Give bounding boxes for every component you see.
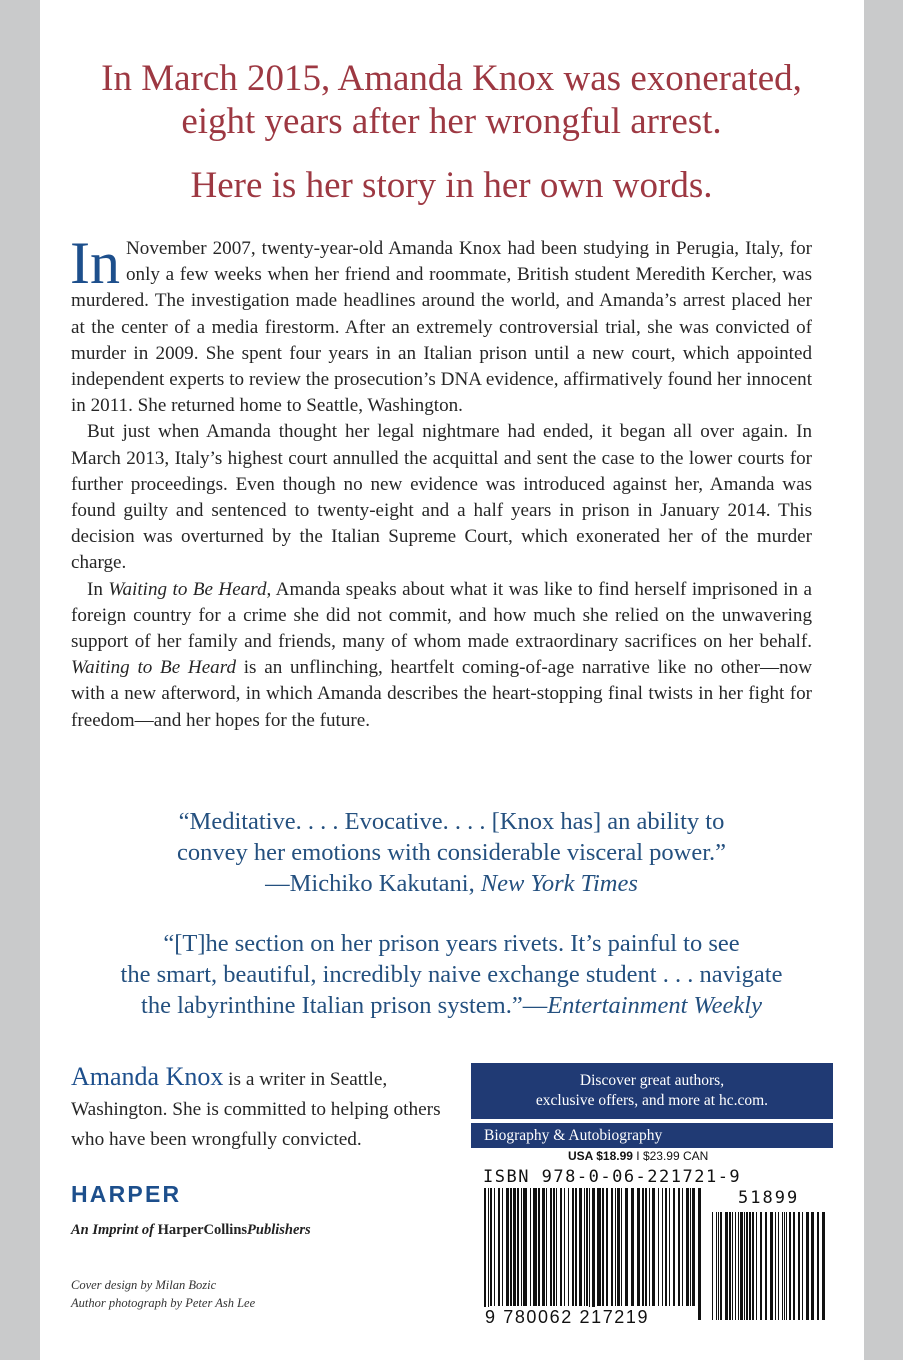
barcode-digits: 9 780062 217219 [485, 1307, 650, 1327]
barcode-bar [784, 1212, 785, 1320]
barcode-bar [538, 1188, 540, 1306]
barcode-bar [533, 1188, 537, 1306]
author-bio-text: is a writer in Seattle, Washington. She is committed to helping others who have been wrongfully convicted. [71, 1069, 441, 1150]
book-title-italic: Waiting to Be Heard [71, 657, 236, 679]
imprint-prefix: An Imprint of [71, 1222, 158, 1238]
barcode-bar [498, 1188, 500, 1306]
harper-logo: HARPER [71, 1181, 182, 1207]
paragraph-3-end: is an unflinching, heartfelt coming-of-age narrative like no other—now with a new afterword, in which Amanda describes the heart-stopping final twists in her fight for freedom—and her hopes for the future. [71, 657, 812, 731]
barcode-bar [637, 1188, 640, 1306]
barcode-bar [817, 1212, 819, 1320]
book-title-italic: Waiting to Be Heard [108, 578, 267, 600]
quote-line: the smart, beautiful, incredibly naive exchange student . . . navigate [120, 961, 783, 988]
barcode-bar [686, 1188, 689, 1306]
headline-line-1: In March 2015, Amanda Knox was exonerated, [101, 58, 802, 99]
barcode-bar [798, 1212, 800, 1320]
barcode-bar [752, 1212, 754, 1320]
author-bio [71, 1062, 461, 1155]
barcode-bar [560, 1188, 562, 1306]
barcode-bar [572, 1188, 574, 1306]
barcode-bar [584, 1188, 585, 1306]
barcode-bar [564, 1188, 565, 1306]
quote-line: convey her emotions with considerable visceral power.” [176, 839, 727, 866]
barcode-bar [806, 1212, 809, 1320]
review-quote-ew [0, 928, 903, 1021]
imprint-publisher: HarperCollins [157, 1222, 248, 1238]
quote-line: “Meditative. . . . Evocative. . . . [Knox has] an ability to [178, 808, 725, 835]
barcode-bar [490, 1188, 492, 1306]
promo-line-1: Discover great authors, [579, 1072, 725, 1089]
price-label [568, 1148, 708, 1164]
barcode-bar [770, 1212, 773, 1320]
paragraph-3-mid: , Amanda speaks about what it was like to find herself imprisoned in a foreign country for a crime she did not commit, and how much she relied on the unwavering support of her family and friends, many of whom made extraordinary sacrifices on her behalf. [71, 578, 812, 653]
barcode-bar [586, 1188, 588, 1306]
barcode-bar [589, 1188, 590, 1320]
barcode-bar [793, 1212, 795, 1320]
barcode-bar [510, 1188, 512, 1306]
barcode-bar [802, 1212, 803, 1320]
barcode-bar [553, 1188, 555, 1306]
headline-tagline: Here is her story in her own words. [190, 165, 713, 206]
attribution-name: —Michiko Kakutani, [265, 870, 481, 897]
barcode-bar [746, 1212, 748, 1320]
barcode-bar [760, 1212, 762, 1320]
barcode-bar [673, 1188, 675, 1306]
barcode-bar [662, 1188, 663, 1306]
promo-line-2: exclusive offers, and more at hc.com. [535, 1092, 769, 1109]
barcode-bar [718, 1212, 719, 1320]
imprint-line [71, 1222, 311, 1239]
barcode-bars [480, 1188, 832, 1324]
price-usa: USA $18.99 [568, 1149, 633, 1163]
price-can: I $23.99 CAN [632, 1149, 709, 1163]
barcode-bar [617, 1188, 620, 1306]
barcode-bar [732, 1212, 733, 1320]
attribution-source: New York Times [480, 870, 638, 897]
barcode-bar [494, 1188, 495, 1306]
barcode-bar [579, 1188, 582, 1306]
review-quote-nyt [0, 806, 903, 899]
drop-cap: In [70, 230, 120, 296]
barcode-bar [488, 1188, 489, 1320]
cover-credit: Cover design by Milan Bozic [71, 1278, 217, 1292]
barcode-bar [692, 1188, 695, 1306]
barcode-bar [625, 1188, 628, 1306]
paragraph-3-lead: In [87, 578, 109, 600]
barcode-bar [786, 1212, 787, 1320]
barcode-bar [811, 1212, 814, 1320]
barcode-bar [720, 1212, 722, 1320]
book-description [70, 230, 812, 734]
barcode-bar [517, 1188, 519, 1306]
barcode-bar [669, 1188, 670, 1306]
barcode-bar [542, 1188, 545, 1306]
barcode-bar [513, 1188, 516, 1306]
barcode-bar [615, 1188, 616, 1306]
barcode-addon-number: 51899 [738, 1188, 800, 1208]
barcode-bar [756, 1212, 757, 1320]
barcode-bar [556, 1188, 557, 1306]
barcode-bar [740, 1212, 743, 1320]
description-paragraph-2: But just when Amanda thought her legal nightmare had ended, it began all over again. In March 2013, Italy’s highest court annulled the acquittal and sent the case to the lower courts for further proceedings. Even though no new evidence was introduced against her, Amanda was found guilty and sentenced to twenty-eight and a half years in prison in January 2014. This decision was overturned by the Italian Supreme Court, which exonerated her of the murder charge. [71, 421, 812, 574]
barcode-bar [778, 1212, 779, 1320]
barcode-bar [744, 1212, 745, 1320]
barcode-bar [678, 1188, 680, 1306]
barcode-bar [765, 1212, 767, 1320]
barcode-bar [546, 1188, 547, 1306]
barcode-bar [665, 1188, 667, 1306]
paragraph-1-text: November 2007, twenty-year-old Amanda Knox had been studying in Perugia, Italy, for only a few weeks when her friend and roommate, British student Meredith Kercher, was murdered. The investigation made headlines around the world, and Amanda’s arrest placed her at the center of a media firestorm. After an extremely controversial trial, she was convicted of murder in 2009. She spent four years in an Italian prison until a new court, which appointed independent experts to review the prosecution’s DNA evidence, affirmatively found her innocent in 2011. She returned home to Seattle, Washington. [71, 238, 812, 417]
category-banner: Biography & Autobiography [471, 1123, 833, 1148]
barcode-bar [682, 1188, 683, 1306]
barcode-bar [729, 1212, 731, 1320]
barcode-bar [725, 1212, 728, 1320]
barcode-bar [658, 1188, 659, 1306]
barcode-bar [789, 1212, 791, 1320]
barcode-bar [621, 1188, 622, 1306]
barcode-bar [611, 1188, 613, 1306]
photo-credit: Author photograph by Peter Ash Lee [71, 1296, 256, 1310]
barcode-bar [631, 1188, 634, 1306]
barcode-bar [597, 1188, 601, 1306]
promo-banner [471, 1063, 833, 1119]
barcode-bar [642, 1188, 644, 1306]
barcode-bar [649, 1188, 650, 1306]
design-credits [71, 1276, 255, 1312]
barcode-bar [484, 1188, 486, 1320]
quote-attribution [0, 868, 903, 899]
barcode-bar [592, 1188, 595, 1320]
barcode-bar [502, 1188, 503, 1306]
quote-line [0, 990, 903, 1021]
description-paragraph-3 [71, 577, 812, 734]
barcode-bar [530, 1188, 531, 1306]
barcode-bar [738, 1212, 739, 1320]
description-paragraph-1 [70, 230, 812, 419]
barcode-bar [568, 1188, 569, 1306]
barcode-bar [775, 1212, 776, 1320]
quote-line-text: the labyrinthine Italian prison system.”— [141, 992, 548, 1019]
barcode-bar [521, 1188, 522, 1306]
barcode-bar [602, 1188, 604, 1306]
barcode-bar [716, 1212, 717, 1320]
attribution-source: Entertainment Weekly [547, 992, 762, 1019]
author-name: Amanda Knox [71, 1062, 224, 1091]
barcode-bar [822, 1212, 825, 1320]
barcode-bar [506, 1188, 509, 1306]
barcode-bar [575, 1188, 577, 1306]
barcode-bar [735, 1212, 736, 1320]
imprint-suffix: Publishers [247, 1222, 311, 1238]
barcode-bar [652, 1188, 655, 1306]
barcode-bar [698, 1188, 701, 1320]
headline-line-2: eight years after her wrongful arrest. [181, 101, 722, 142]
barcode-bar [523, 1188, 527, 1306]
barcode-bar [782, 1212, 783, 1320]
quote-line: “[T]he section on her prison years rivets. It’s painful to see [163, 930, 740, 957]
barcode-bar [690, 1188, 691, 1306]
barcode-bar [645, 1188, 647, 1306]
barcode-bar [749, 1212, 751, 1320]
barcode-bar [550, 1188, 552, 1306]
isbn-label: ISBN 978-0-06-221721-9 [483, 1167, 742, 1187]
barcode-bar [606, 1188, 608, 1306]
barcode-bar [712, 1212, 713, 1320]
